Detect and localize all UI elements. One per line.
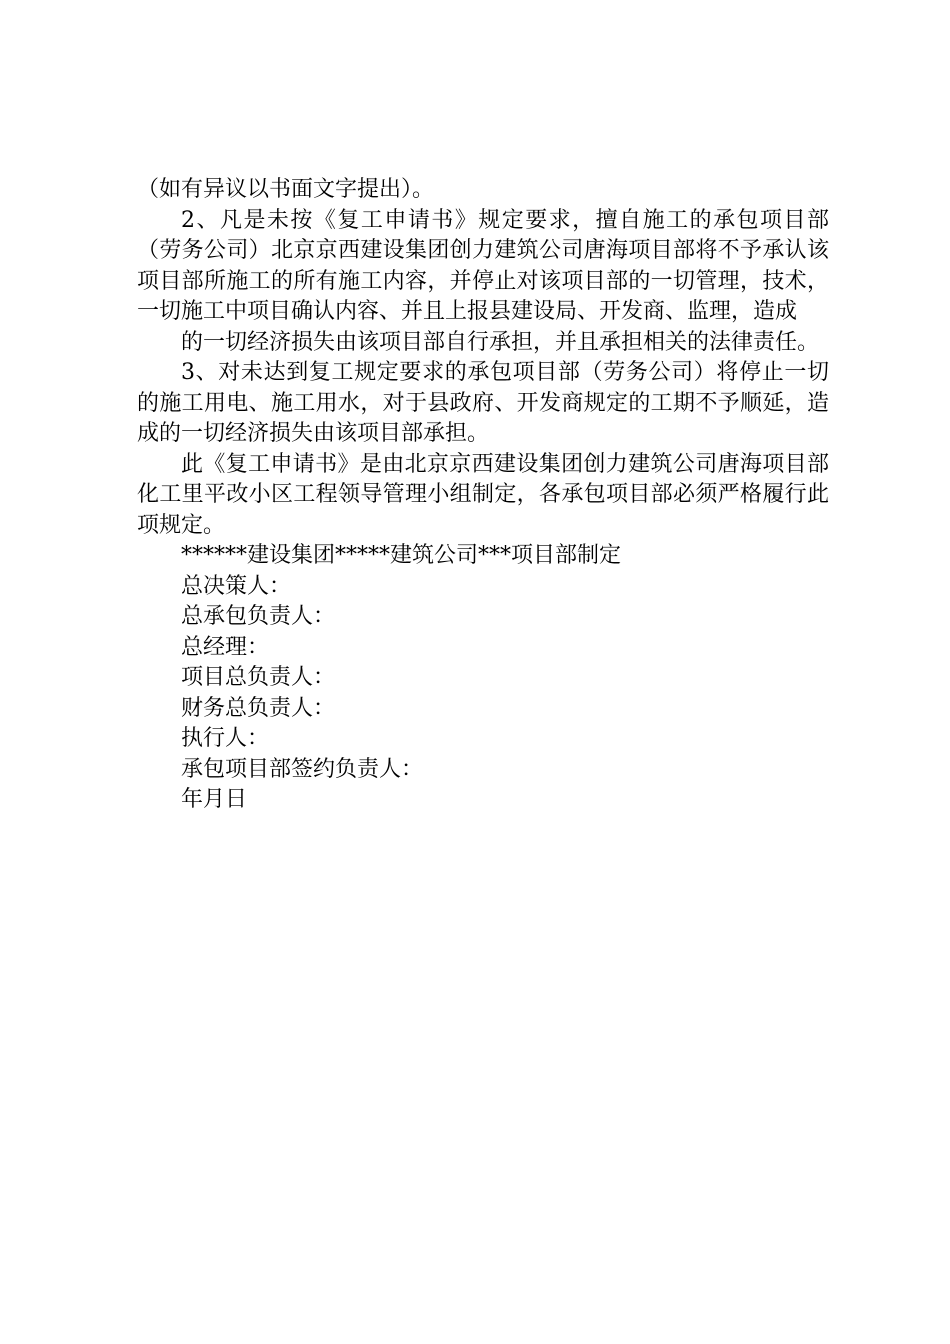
paragraph-clause-2-continued: 的一切经济损失由该项目部自行承担，并且承担相关的法律责任。: [181, 329, 820, 355]
paragraph-clause-2: 2、凡是未按《复工申请书》规定要求，擅自施工的承包项目部（劳务公司）北京京西建设集团创力建筑公司唐海项目部将不予承认该项目部所施工的所有施工内容，并停止对该项目部的一切管理，技术，一切施工中项目确认内容、并且上报县建设局、开发商、监理，造成: [137, 207, 829, 324]
signature-line-general-manager: 总经理：: [181, 634, 270, 660]
signature-line-project-head: 项目总负责人：: [181, 665, 336, 690]
paragraph-statement: 此《复工申请书》是由北京京西建设集团创力建筑公司唐海项目部化工里平改小区工程领导管理小组制定，各承包项目部必须严格履行此项规定。: [137, 451, 829, 538]
paragraph-objection-note: （如有异议以书面文字提出）。: [137, 177, 435, 202]
signature-line-finance-head: 财务总负责人：: [181, 695, 336, 721]
issuer-line: ******建设集团*****建筑公司***项目部制定: [181, 543, 622, 568]
signature-line-general-contractor: 总承包负责人：: [181, 604, 336, 629]
signature-line-contract-signatory: 承包项目部签约负责人：: [181, 756, 424, 782]
signature-line-chief-decision-maker: 总决策人：: [181, 573, 292, 599]
signature-block: [137, 541, 829, 816]
document-body: [137, 175, 829, 816]
paragraph-clause-3: 3、对未达到复工规定要求的承包项目部（劳务公司）将停止一切的施工用电、施工用水，对于县政府、开发商规定的工期不予顺延，造成的一切经济损失由该项目部承担。: [137, 360, 829, 446]
date-line: 年月日: [181, 787, 248, 812]
signature-line-executor: 执行人：: [181, 726, 270, 751]
